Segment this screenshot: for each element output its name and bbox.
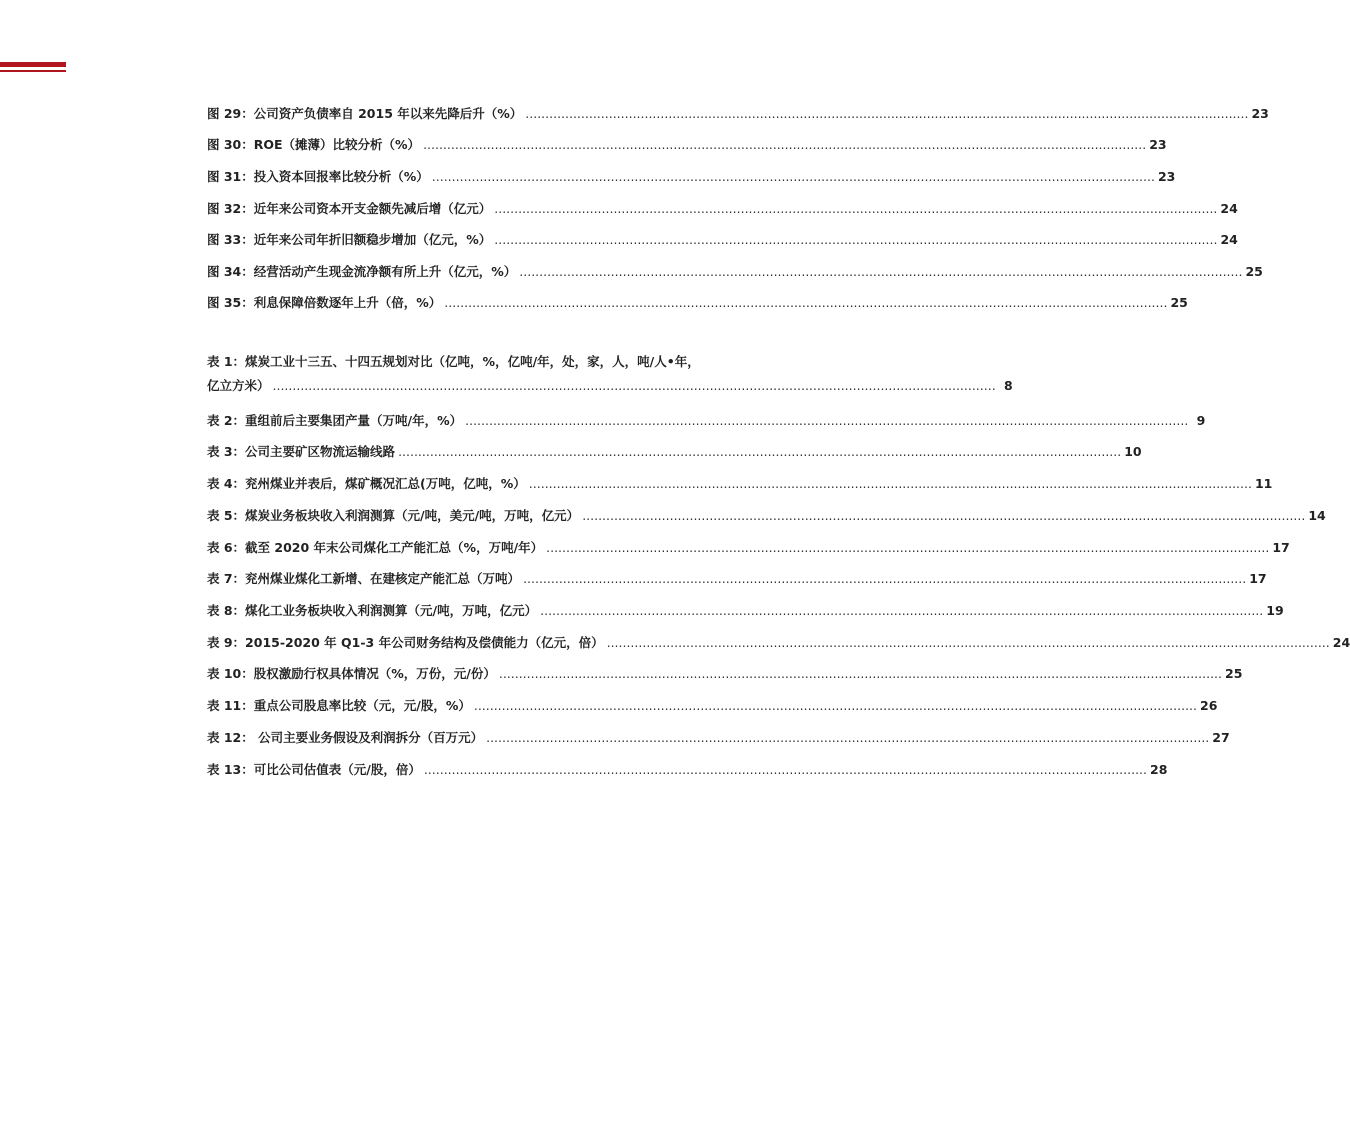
dot-leader: ...................................................................................................................................................................................... — [525, 106, 1249, 121]
toc-entry-table[interactable] — [207, 565, 1267, 587]
entry-title: 表 10：股权激励行权具体情况（%，万份，元/份） — [207, 666, 496, 681]
dot-leader: ...................................................................................................................................................................................... — [519, 264, 1243, 279]
toc-entry-table[interactable] — [207, 629, 1350, 651]
entry-page: 24 — [1220, 201, 1238, 216]
toc-entry-table[interactable] — [207, 597, 1284, 619]
entry-page: 25 — [1245, 264, 1263, 279]
dot-leader: ...................................................................................................................................................................................... — [546, 540, 1270, 555]
entry-page: 24 — [1220, 232, 1238, 247]
toc-entry-table[interactable] — [207, 470, 1273, 492]
entry-title: 图 32：近年来公司资本开支金额先减后增（亿元） — [207, 201, 492, 216]
dot-leader: ...................................................................................................................................................................................... — [272, 378, 996, 393]
toc-entry-figure[interactable] — [207, 258, 1263, 280]
entry-page: 17 — [1249, 571, 1267, 586]
entry-page: 24 — [1332, 635, 1350, 650]
entry-page: 8 — [1003, 378, 1013, 393]
dot-leader: ...................................................................................................................................................................................... — [423, 762, 1147, 777]
dot-leader: ...................................................................................................................................................................................... — [540, 603, 1264, 618]
entry-title: 表 8：煤化工业务板块收入利润测算（元/吨，万吨，亿元） — [207, 603, 538, 618]
entry-page: 23 — [1149, 137, 1167, 152]
dot-leader: ...................................................................................................................................................................................... — [423, 137, 1147, 152]
toc-entry-table[interactable] — [207, 756, 1168, 778]
entry-title: 图 31：投入资本回报率比较分析（%） — [207, 169, 429, 184]
entry-page: 14 — [1308, 508, 1326, 523]
entry-page: 26 — [1200, 698, 1218, 713]
entry-page: 25 — [1225, 666, 1243, 681]
toc-entry-figure[interactable] — [207, 289, 1188, 311]
toc-entry-table[interactable] — [207, 692, 1218, 714]
dot-leader: ...................................................................................................................................................................................... — [431, 169, 1155, 184]
entry-page: 23 — [1157, 169, 1176, 184]
toc-entry-figure[interactable] — [207, 226, 1238, 248]
entry-title: 表 2：重组前后主要集团产量（万吨/年，%） — [207, 413, 463, 428]
toc-entry-table[interactable] — [207, 534, 1290, 556]
entry-title: 表 3：公司主要矿区物流运输线路 — [207, 444, 396, 459]
entry-title: 表 13：可比公司估值表（元/股，倍） — [207, 762, 421, 777]
toc-entry-figure[interactable] — [207, 195, 1238, 217]
entry-title: 图 35：利息保障倍数逐年上升（倍，%） — [207, 295, 442, 310]
entry-page: 9 — [1196, 413, 1206, 428]
entry-title: 图 34：经营活动产生现金流净额有所上升（亿元，%） — [207, 264, 517, 279]
entry-title: 表 4：兖州煤业并表后，煤矿概况汇总(万吨，亿吨，%） — [207, 476, 526, 491]
entry-page: 19 — [1266, 603, 1284, 618]
entry-page: 27 — [1212, 730, 1230, 745]
dot-leader: ...................................................................................................................................................................................... — [523, 571, 1247, 586]
entry-page: 10 — [1124, 444, 1142, 459]
entry-page: 28 — [1150, 762, 1168, 777]
header-accent-bar-thin — [0, 70, 66, 72]
dot-leader: ...................................................................................................................................................................................... — [528, 476, 1252, 491]
dot-leader: ...................................................................................................................................................................................... — [494, 232, 1218, 247]
toc-entry-table[interactable] — [207, 502, 1326, 524]
dot-leader: ...................................................................................................................................................................................... — [486, 730, 1210, 745]
entry-page: 23 — [1251, 106, 1269, 121]
entry-title: 表 12： 公司主要业务假设及利润拆分（百万元） — [207, 730, 484, 745]
entry-title: 图 30：ROE（摊薄）比较分析（%） — [207, 137, 421, 152]
dot-leader: ...................................................................................................................................................................................... — [498, 666, 1223, 681]
header-accent-bar — [0, 62, 66, 67]
entry-title-continued: 亿立方米） — [207, 378, 270, 393]
toc-entry-table[interactable] — [207, 354, 1013, 396]
toc-entry-table[interactable] — [207, 724, 1230, 746]
entry-title: 表 6：截至 2020 年末公司煤化工产能汇总（%，万吨/年） — [207, 540, 544, 555]
dot-leader: ...................................................................................................................................................................................... — [582, 508, 1306, 523]
entry-page: 25 — [1170, 295, 1188, 310]
dot-leader: ...................................................................................................................................................................................... — [465, 413, 1189, 428]
toc-entry-figure[interactable] — [207, 100, 1269, 122]
entry-page: 11 — [1254, 476, 1273, 491]
dot-leader: ...................................................................................................................................................................................... — [494, 201, 1218, 216]
dot-leader: ...................................................................................................................................................................................... — [606, 635, 1330, 650]
dot-leader: ...................................................................................................................................................................................... — [473, 698, 1198, 713]
entry-page: 17 — [1272, 540, 1290, 555]
entry-title: 图 33：近年来公司年折旧额稳步增加（亿元，%） — [207, 232, 492, 247]
dot-leader: ...................................................................................................................................................................................... — [444, 295, 1168, 310]
entry-title: 表 9：2015-2020 年 Q1-3 年公司财务结构及偿债能力（亿元，倍） — [207, 635, 604, 650]
toc-entry-table[interactable] — [207, 407, 1206, 429]
entry-title: 表 7：兖州煤业煤化工新增、在建核定产能汇总（万吨） — [207, 571, 521, 586]
toc-entry-figure[interactable] — [207, 163, 1176, 185]
entry-title: 表 11：重点公司股息率比较（元，元/股，%） — [207, 698, 471, 713]
entry-title: 表 5：煤炭业务板块收入利润测算（元/吨，美元/吨，万吨，亿元） — [207, 508, 580, 523]
toc-entry-table[interactable] — [207, 438, 1142, 460]
toc-entry-figure[interactable] — [207, 131, 1167, 153]
toc-entry-table[interactable] — [207, 660, 1243, 682]
entry-title: 图 29：公司资产负债率自 2015 年以来先降后升（%） — [207, 106, 523, 121]
entry-title: 表 1：煤炭工业十三五、十四五规划对比（亿吨，%，亿吨/年，处，家，人，吨/人•年， — [207, 354, 700, 369]
dot-leader: ...................................................................................................................................................................................... — [398, 444, 1122, 459]
